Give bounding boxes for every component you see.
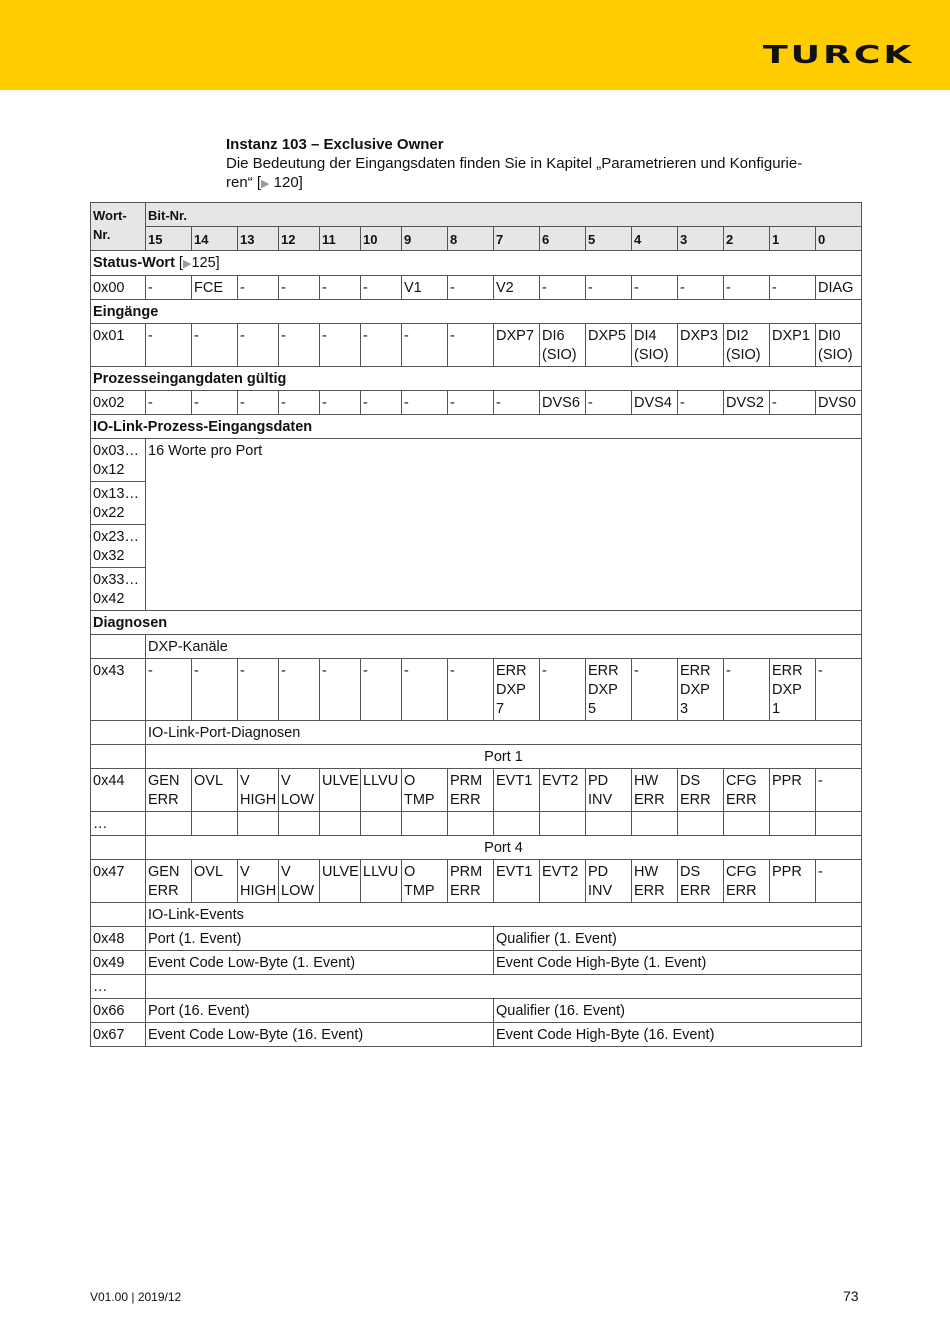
bit-cell: - <box>146 276 192 300</box>
status-word-label <box>91 251 862 276</box>
bit-cell: - <box>678 391 724 415</box>
empty-cell <box>770 812 816 836</box>
bit-cell: - <box>279 659 320 721</box>
bit-cell: EVT2 <box>540 769 586 812</box>
word-range: 0x03… 0x12 <box>91 439 146 482</box>
word-range: 0x23… 0x32 <box>91 525 146 568</box>
bit-cell: DS ERR <box>678 769 724 812</box>
bit-cell: - <box>586 276 632 300</box>
event-field-low: Port (1. Event) <box>146 927 494 951</box>
bit-cell: - <box>816 769 862 812</box>
bit-cell: DS ERR <box>678 860 724 903</box>
empty-cell <box>494 812 540 836</box>
status-word-title: Status-Wort <box>93 255 175 271</box>
bit-cell: - <box>448 276 494 300</box>
bit-cell: - <box>402 659 448 721</box>
bit-cell: EVT2 <box>540 860 586 903</box>
ellipsis: … <box>91 812 146 836</box>
bit-cell: GEN ERR <box>146 860 192 903</box>
register-table <box>90 202 862 1047</box>
bit-cell: V2 <box>494 276 540 300</box>
bit-number-cell: 10 <box>361 227 402 251</box>
bit-number-row <box>91 227 862 251</box>
bit-cell: - <box>448 391 494 415</box>
bit-cell: CFG ERR <box>724 769 770 812</box>
section-row <box>91 300 862 324</box>
empty-cell <box>540 812 586 836</box>
event-field-high: Event Code High-Byte (16. Event) <box>494 1023 862 1047</box>
bit-cell: - <box>192 659 238 721</box>
empty-cell <box>146 812 192 836</box>
page-number: 73 <box>843 1288 859 1304</box>
bit-cell: DVS0 <box>816 391 862 415</box>
bit-cell: O TMP <box>402 769 448 812</box>
sub-label-row <box>91 903 862 927</box>
empty-cell <box>724 812 770 836</box>
iolink-events-label: IO-Link-Events <box>146 903 862 927</box>
table-row <box>91 659 862 721</box>
bit-cell: - <box>632 276 678 300</box>
bit-cell: LLVU <box>361 860 402 903</box>
bit-cell: O TMP <box>402 860 448 903</box>
bit-cell: - <box>540 276 586 300</box>
bit-number-cell: 8 <box>448 227 494 251</box>
bit-cell: - <box>146 659 192 721</box>
bit-cell: - <box>279 391 320 415</box>
bit-cell: - <box>146 324 192 367</box>
ellipsis-row <box>91 975 862 999</box>
section-row <box>91 611 862 635</box>
table-row <box>91 999 862 1023</box>
table-row <box>91 276 862 300</box>
reference-arrow-icon: ▶ <box>182 258 192 270</box>
bit-number-cell: 14 <box>192 227 238 251</box>
reference-arrow-icon: ▶ <box>261 178 270 190</box>
bit-cell: V HIGH <box>238 769 279 812</box>
bit-cell: - <box>279 324 320 367</box>
bit-cell: V HIGH <box>238 860 279 903</box>
status-ref-link[interactable]: 125] <box>191 255 220 271</box>
empty-cell <box>91 721 146 745</box>
bit-cell: CFG ERR <box>724 860 770 903</box>
word-range: 0x13… 0x22 <box>91 482 146 525</box>
bit-cell: EVT1 <box>494 860 540 903</box>
bit-cell: - <box>192 391 238 415</box>
table-row <box>91 1023 862 1047</box>
table-row <box>91 439 862 482</box>
event-field-low: Event Code Low-Byte (1. Event) <box>146 951 494 975</box>
bit-cell: PD INV <box>586 769 632 812</box>
bit-cell: - <box>361 391 402 415</box>
bit-cell: - <box>402 324 448 367</box>
empty-cell <box>816 812 862 836</box>
register-table-body <box>91 203 862 1047</box>
bit-cell: DXP1 <box>770 324 816 367</box>
bit-cell: - <box>361 324 402 367</box>
bit-cell: ERR DXP 5 <box>586 659 632 721</box>
empty-cell <box>91 745 146 769</box>
bit-cell: DXP5 <box>586 324 632 367</box>
bit-cell: - <box>724 276 770 300</box>
word-address: 0x48 <box>91 927 146 951</box>
bit-cell: ULVE <box>320 860 361 903</box>
word-range: 0x33… 0x42 <box>91 568 146 611</box>
sub-label-row <box>91 721 862 745</box>
empty-cell <box>192 812 238 836</box>
word-address: 0x49 <box>91 951 146 975</box>
bit-cell: - <box>494 391 540 415</box>
bit-cell: ERR DXP 1 <box>770 659 816 721</box>
bit-cell: - <box>146 391 192 415</box>
bit-cell: V1 <box>402 276 448 300</box>
bit-cell: - <box>402 391 448 415</box>
sub-label-row <box>91 635 862 659</box>
word-address: 0x00 <box>91 276 146 300</box>
word-address: 0x44 <box>91 769 146 812</box>
bit-cell: - <box>238 324 279 367</box>
bit-cell: DXP3 <box>678 324 724 367</box>
bit-number-cell: 11 <box>320 227 361 251</box>
bit-cell: DXP7 <box>494 324 540 367</box>
bit-cell: PPR <box>770 860 816 903</box>
bit-cell: OVL <box>192 860 238 903</box>
bit-number-cell: 4 <box>632 227 678 251</box>
table-header-row <box>91 203 862 227</box>
bit-cell: DIAG <box>816 276 862 300</box>
section-title: Instanz 103 – Exclusive Owner <box>226 136 444 153</box>
table-row <box>91 391 862 415</box>
table-row <box>91 860 862 903</box>
table-row <box>91 927 862 951</box>
event-field-high: Event Code High-Byte (1. Event) <box>494 951 862 975</box>
inputs-label: Eingänge <box>91 300 862 324</box>
port1-label: Port 1 <box>146 745 862 769</box>
iolink-process-label: IO-Link-Prozess-Eingangsdaten <box>91 415 862 439</box>
bit-cell: - <box>238 391 279 415</box>
bit-cell: OVL <box>192 769 238 812</box>
bit-cell: PD INV <box>586 860 632 903</box>
bit-cell: ERR DXP 3 <box>678 659 724 721</box>
empty-cell <box>632 812 678 836</box>
chapter-reference-link[interactable]: 120] <box>273 174 303 191</box>
bit-cell: - <box>770 276 816 300</box>
bit-cell: - <box>724 659 770 721</box>
bit-number-cell: 12 <box>279 227 320 251</box>
sub-label-row <box>91 745 862 769</box>
bit-cell: - <box>279 276 320 300</box>
dxp-channels-label: DXP-Kanäle <box>146 635 862 659</box>
bit-cell: V LOW <box>279 860 320 903</box>
bit-cell: ERR DXP 7 <box>494 659 540 721</box>
word-address: 0x66 <box>91 999 146 1023</box>
ellipsis-row <box>91 812 862 836</box>
event-field-low: Port (16. Event) <box>146 999 494 1023</box>
empty-cell <box>91 635 146 659</box>
bit-number-cell: 9 <box>402 227 448 251</box>
bit-cell: - <box>586 391 632 415</box>
bit-cell: DI6 (SIO) <box>540 324 586 367</box>
bit-cell: - <box>361 659 402 721</box>
bit-cell: HW ERR <box>632 769 678 812</box>
bit-cell: - <box>816 860 862 903</box>
valid-data-label: Prozesseingangdaten gültig <box>91 367 862 391</box>
intro-text-line2-pre: ren“ [ <box>226 174 262 191</box>
bit-cell: - <box>320 324 361 367</box>
event-field-low: Event Code Low-Byte (16. Event) <box>146 1023 494 1047</box>
turck-logo: TURCK <box>762 40 914 69</box>
table-row <box>91 951 862 975</box>
port-diagnostics-label: IO-Link-Port-Diagnosen <box>146 721 862 745</box>
bit-cell: - <box>448 659 494 721</box>
empty-cell <box>146 975 862 999</box>
event-field-high: Qualifier (16. Event) <box>494 999 862 1023</box>
bit-number-cell: 3 <box>678 227 724 251</box>
bit-cell: DI4 (SIO) <box>632 324 678 367</box>
bit-number-cell: 1 <box>770 227 816 251</box>
bit-cell: DI2 (SIO) <box>724 324 770 367</box>
intro-text-line2 <box>226 173 826 194</box>
section-row <box>91 367 862 391</box>
bit-cell: DI0 (SIO) <box>816 324 862 367</box>
header-word-nr: Wort-Nr. <box>91 203 146 251</box>
empty-cell <box>279 812 320 836</box>
bit-cell: - <box>770 391 816 415</box>
word-address: 0x47 <box>91 860 146 903</box>
empty-cell <box>91 903 146 927</box>
bit-cell: PRM ERR <box>448 769 494 812</box>
footer-version: V01.00 | 2019/12 <box>90 1290 182 1304</box>
bit-cell: - <box>238 276 279 300</box>
empty-cell <box>91 836 146 860</box>
section-row <box>91 415 862 439</box>
bit-number-cell: 6 <box>540 227 586 251</box>
bit-number-cell: 5 <box>586 227 632 251</box>
bit-cell: - <box>320 659 361 721</box>
bit-cell: EVT1 <box>494 769 540 812</box>
empty-cell <box>678 812 724 836</box>
bit-number-cell: 15 <box>146 227 192 251</box>
word-address: 0x67 <box>91 1023 146 1047</box>
bit-cell: DVS2 <box>724 391 770 415</box>
empty-cell <box>402 812 448 836</box>
bit-cell: GEN ERR <box>146 769 192 812</box>
event-field-high: Qualifier (1. Event) <box>494 927 862 951</box>
intro-text-line1: Die Bedeutung der Eingangsdaten finden Sie in Kapitel „Parametrieren und Konfigurie- <box>226 155 803 172</box>
diagnostics-label: Diagnosen <box>91 611 862 635</box>
bit-cell: DVS6 <box>540 391 586 415</box>
ellipsis: … <box>91 975 146 999</box>
intro-block <box>226 135 826 194</box>
bit-cell: PPR <box>770 769 816 812</box>
sub-label-row <box>91 836 862 860</box>
bit-cell: V LOW <box>279 769 320 812</box>
bit-cell: - <box>361 276 402 300</box>
bit-number-cell: 0 <box>816 227 862 251</box>
bit-number-cell: 2 <box>724 227 770 251</box>
bit-cell: - <box>678 276 724 300</box>
empty-cell <box>586 812 632 836</box>
table-row <box>91 769 862 812</box>
bit-cell: - <box>320 391 361 415</box>
section-row <box>91 251 862 276</box>
bit-number-cell: 7 <box>494 227 540 251</box>
bit-cell: - <box>816 659 862 721</box>
bit-number-cell: 13 <box>238 227 279 251</box>
bit-cell: FCE <box>192 276 238 300</box>
word-address: 0x01 <box>91 324 146 367</box>
bit-cell: LLVU <box>361 769 402 812</box>
header-bit-nr: Bit-Nr. <box>146 203 862 227</box>
bit-cell: - <box>320 276 361 300</box>
bit-cell: HW ERR <box>632 860 678 903</box>
empty-cell <box>238 812 279 836</box>
word-address: 0x02 <box>91 391 146 415</box>
iolink-description: 16 Worte pro Port <box>146 439 862 611</box>
bit-cell: PRM ERR <box>448 860 494 903</box>
table-row <box>91 324 862 367</box>
empty-cell <box>361 812 402 836</box>
status-ref-bracket: [ <box>174 255 183 271</box>
bit-cell: - <box>448 324 494 367</box>
empty-cell <box>320 812 361 836</box>
bit-cell: - <box>238 659 279 721</box>
bit-cell: - <box>632 659 678 721</box>
bit-cell: - <box>540 659 586 721</box>
empty-cell <box>448 812 494 836</box>
port4-label: Port 4 <box>146 836 862 860</box>
word-address: 0x43 <box>91 659 146 721</box>
bit-cell: ULVE <box>320 769 361 812</box>
bit-cell: - <box>192 324 238 367</box>
bit-cell: DVS4 <box>632 391 678 415</box>
